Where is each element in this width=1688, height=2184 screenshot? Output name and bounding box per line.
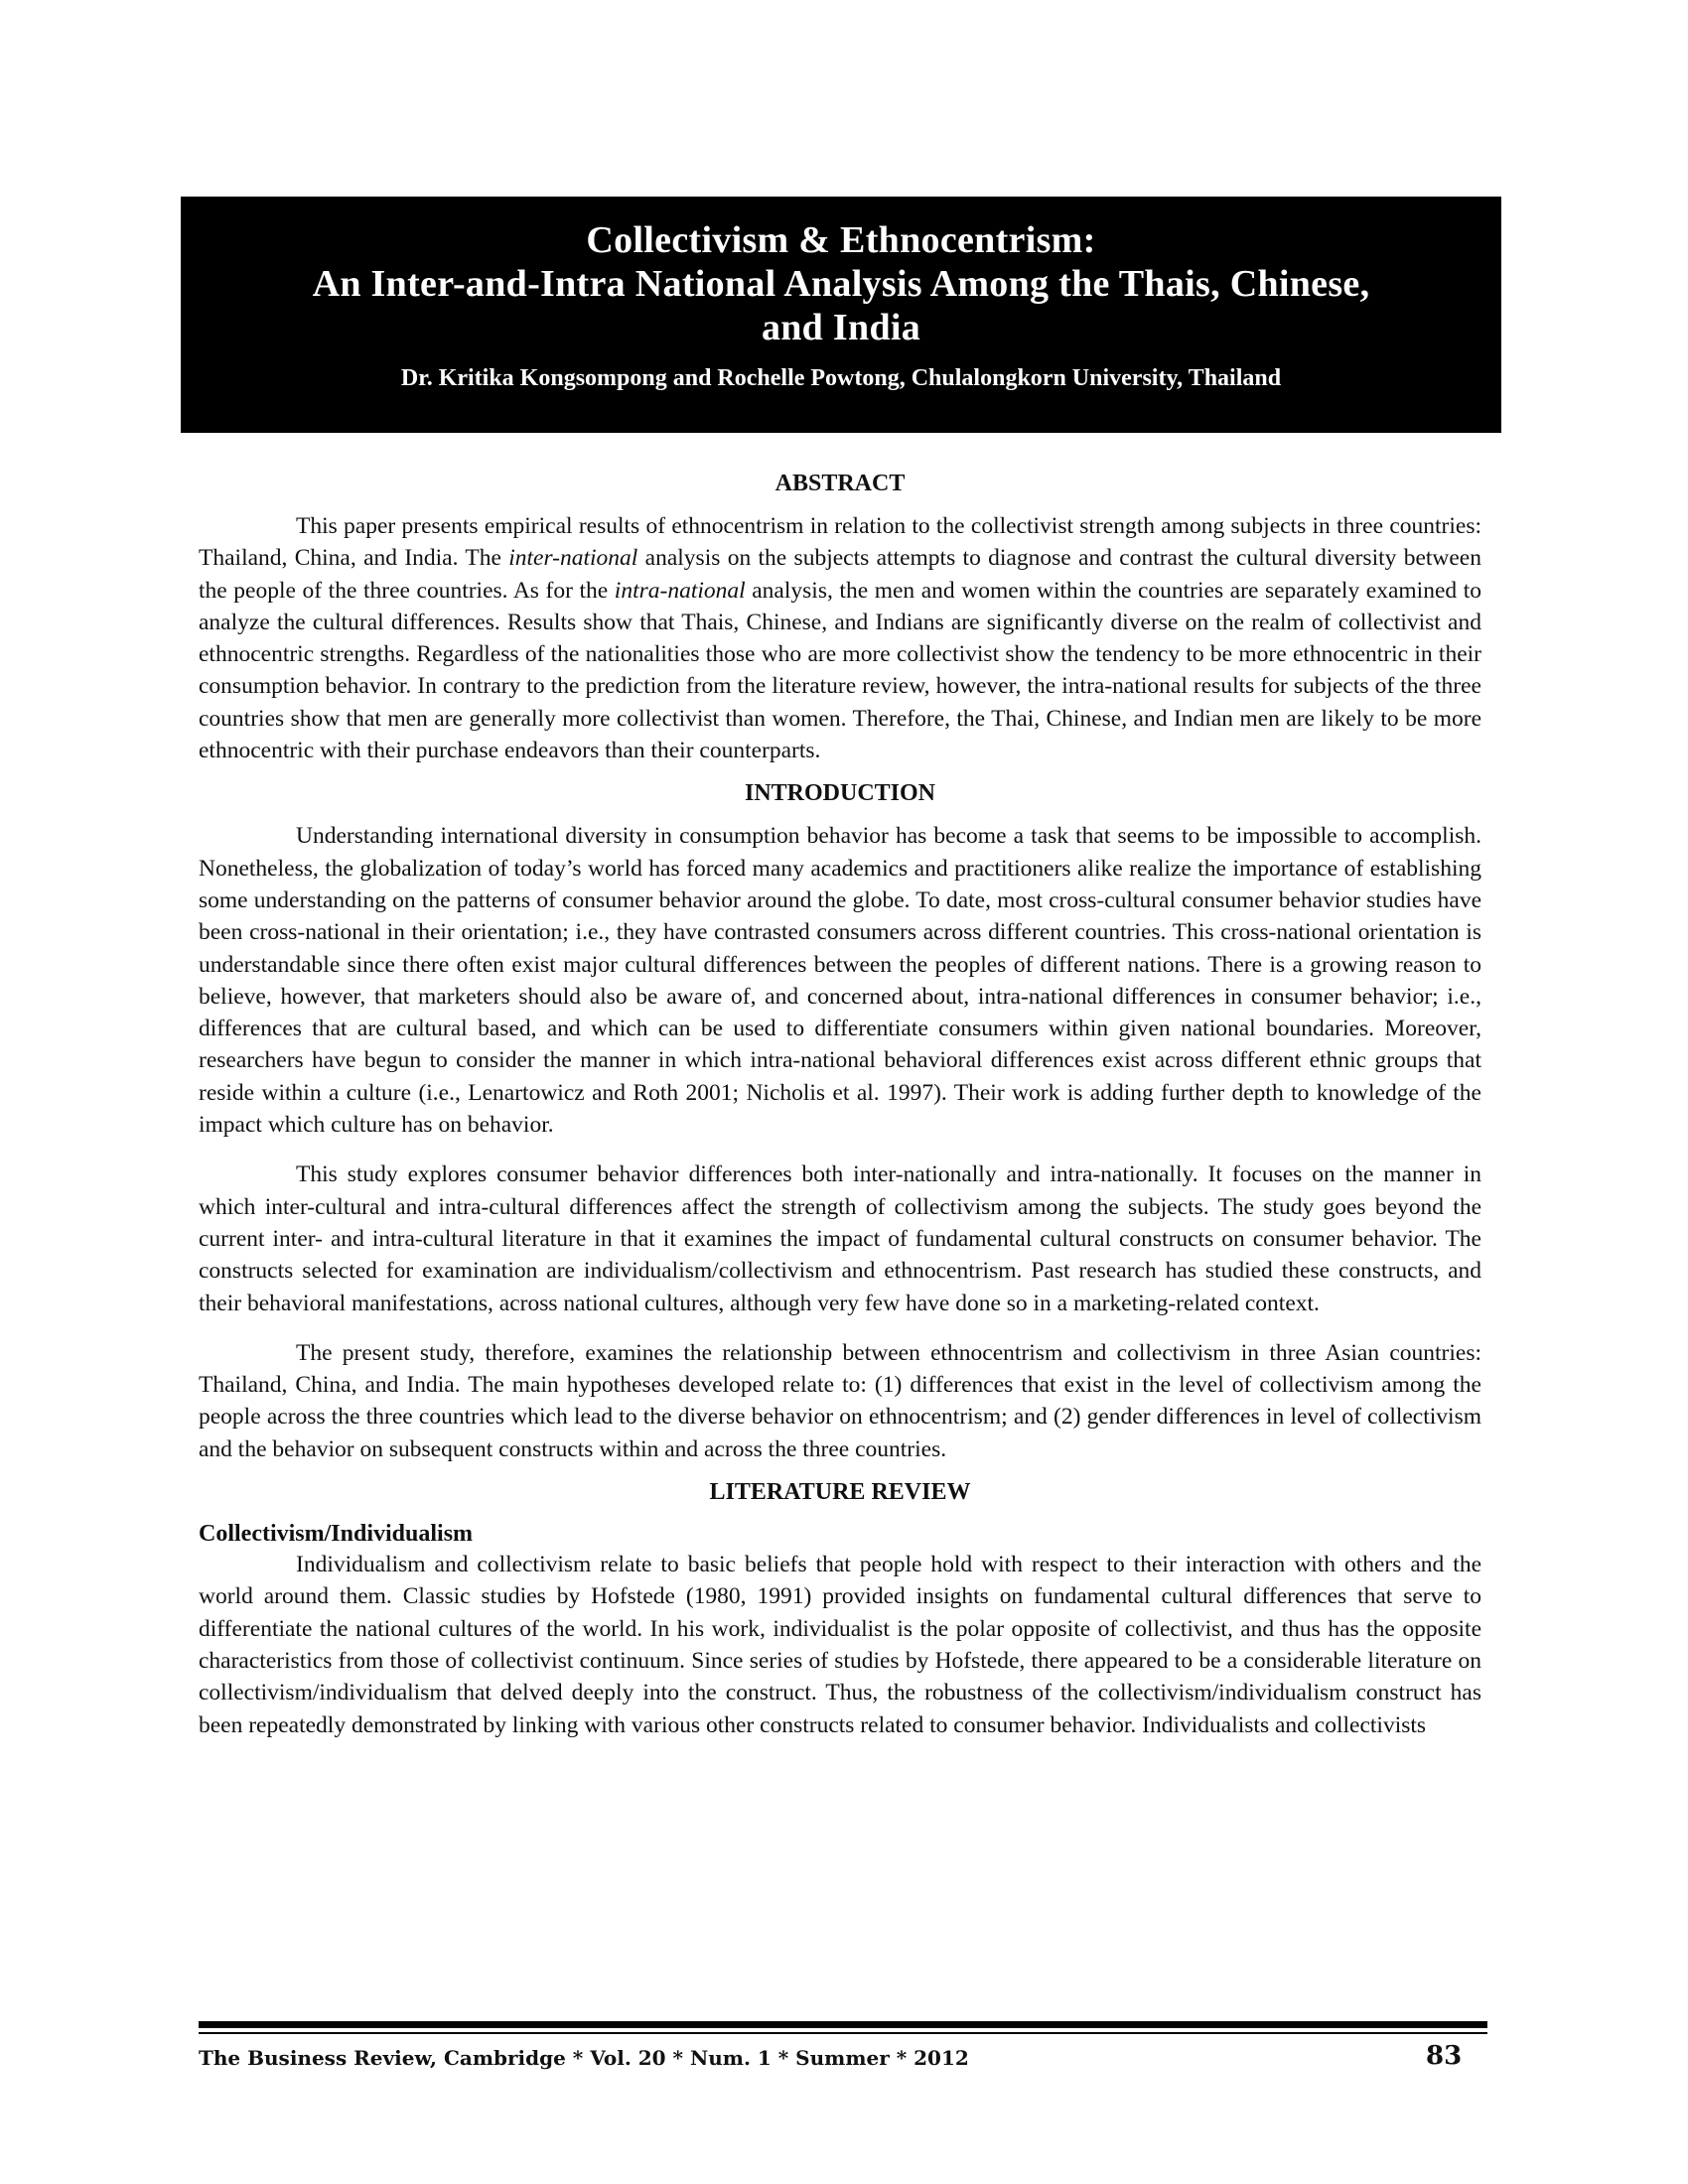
footer-rule-thin — [199, 2032, 1487, 2034]
introduction-paragraph-1: Understanding international diversity in consumption behavior has become a task that seems to be impossible to accomplish. Nonetheless, the globalization of today’s world has forced many academics and practitioners alike realize the importance of establishing some understanding on the patterns of consumer behavior around the globe. To date, most cross-cultural consumer behavior studies have been cross-national in their orientation; i.e., they have contrasted consumers across different countries. This cross-national orientation is understandable since there often exist major cultural differences between the peoples of different nations. There is a growing reason to believe, however, that marketers should also be aware of, and concerned about, intra-national differences in consumer behavior; i.e., differences that are cultural based, and which can be used to differentiate consumers within given national boundaries. Moreover, researchers have begun to consider the manner in which intra-national behavioral differences exist across different ethnic groups that reside within a culture (i.e., Lenartowicz and Roth 2001; Nicholis et al. 1997). Their work is adding further depth to knowledge of the impact which culture has on behavior. — [199, 823, 1481, 1139]
abstract-heading: ABSTRACT — [774, 471, 906, 496]
paper-title-line-1: Collectivism & Ethnocentrism: — [586, 219, 1096, 261]
abstract-text-3: analysis, the men and women within the countries are separately examined to analyze the cultural differences. Results show that Thais, Chinese, and Indians are significantly diverse on the realm of collectivist and ethnocentric strengths. Regardless of the nationalities those who are more collectivist show the tendency to be more ethnocentric in their consumption behavior. In contrary to the prediction from the literature review, however, the intra-national results for subjects of the three countries show that men are generally more collectivist than women. Therefore, the Thai, Chinese, and Indian men are likely to be more ethnocentric with their purchase endeavors than their counterparts. — [199, 577, 1482, 764]
author-line: Dr. Kritika Kongsompong and Rochelle Powtong, Chulalongkorn University, Thailand — [400, 365, 1282, 391]
collectivism-subheading: Collectivism/Individualism — [199, 1521, 474, 1548]
abstract-emphasis-inter: inter-national — [508, 545, 638, 572]
abstract-paragraph — [199, 510, 1481, 766]
title-banner — [181, 197, 1501, 433]
abstract-text-1: This paper presents empirical results of ethnocentrism in relation to the collectivist strength among subjects in three countries: Thailand, China, and India. The — [199, 513, 1481, 572]
introduction-heading: INTRODUCTION — [744, 780, 936, 807]
paper-title-line-2: An Inter-and-Intra National Analysis Among the Thais, Chinese, — [312, 263, 1370, 305]
page-number: 83 — [1426, 2041, 1463, 2071]
article-body — [199, 467, 1481, 1741]
introduction-paragraph-3: The present study, therefore, examines the relationship between ethnocentrism and collectivism in three Asian countries: Thailand, China, and India. The main hypotheses developed relate to: (1) differences that exist in the level of collectivism among the people across the three countries which lead to the diverse behavior on ethnocentrism; and (2) gender differences in level of collectivism and the behavior on subsequent constructs within and across the three countries. — [199, 1339, 1481, 1462]
journal-citation: The Business Review, Cambridge * Vol. 20 * Num. 1 * Summer * 2012 — [199, 2046, 969, 2070]
literature-review-paragraph-1: Individualism and collectivism relate to basic beliefs that people hold with respect to their interaction with others and the world around them. Classic studies by Hofstede (1980, 1991) provided insights on fundamental cultural differences that serve to differentiate the national cultures of the world. In his work, individualist is the polar opposite of collectivist, and thus has the opposite characteristics from those of collectivist continuum. Since series of studies by Hofstede, there appeared to be a considerable literature on collectivism/individualism that delved deeply into the construct. Thus, the robustness of the collectivism/individualism construct has been repeatedly demonstrated by linking with various other constructs related to consumer behavior. Individualists and collectivists — [199, 1552, 1481, 1738]
paper-title-line-3: and India — [761, 307, 921, 348]
abstract-text-2: analysis on the subjects attempts to diagnose and contrast the cultural diversity between the people of the three countries. As for the — [199, 545, 1481, 604]
literature-review-heading: LITERATURE REVIEW — [709, 1479, 971, 1506]
abstract-emphasis-intra: intra-national — [614, 577, 746, 604]
footer-rule — [199, 2021, 1487, 2028]
introduction-paragraph-2: This study explores consumer behavior differences both inter-nationally and intra-nationally. It focuses on the manner in which inter-cultural and intra-cultural differences affect the strength of collectivism among the subjects. The study goes beyond the current inter- and intra-cultural literature in that it examines the impact of fundamental cultural constructs on consumer behavior. The constructs selected for examination are individualism/collectivism and ethnocentrism. Past research has studied these constructs, and their behavioral manifestations, across national cultures, although very few have done so in a marketing-related context. — [199, 1161, 1481, 1316]
